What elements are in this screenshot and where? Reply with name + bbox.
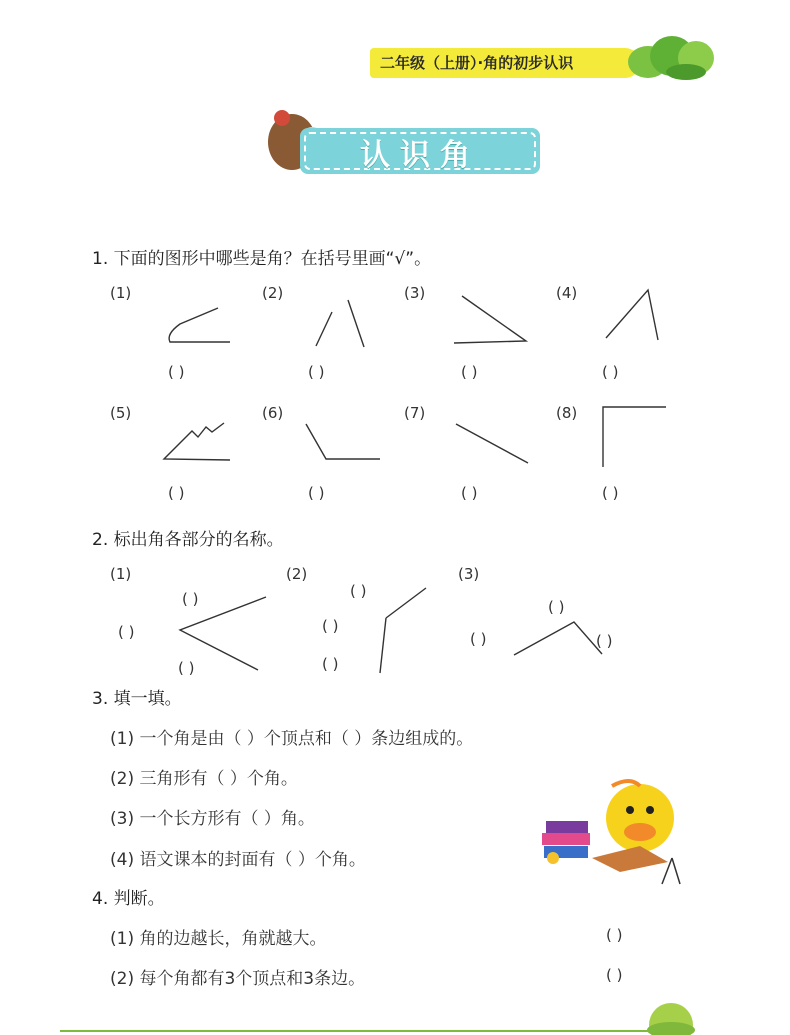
q1-shapes — [164, 290, 666, 467]
header-title: 二年级（上册）·角的初步认识 — [380, 54, 574, 72]
shape-3 — [454, 296, 526, 343]
q1-label-2: (2) — [262, 284, 284, 302]
q1-label-4: (4) — [556, 284, 578, 302]
q2-blank-3a[interactable]: ( ) — [548, 598, 565, 616]
q1-answer-5[interactable]: ( ) — [168, 484, 185, 502]
q4-answer-2[interactable]: ( ) — [606, 966, 623, 984]
tree-icon — [628, 36, 714, 80]
q1-answer-3[interactable]: ( ) — [461, 363, 478, 381]
books-icon — [542, 821, 590, 864]
shape-1 — [169, 308, 230, 342]
question-4-title: 4. 判断。 — [92, 889, 165, 909]
angle-3 — [514, 622, 602, 655]
shape-7 — [456, 424, 528, 463]
q1-answer-6[interactable]: ( ) — [308, 484, 325, 502]
shape-6 — [306, 424, 380, 459]
section-title: 认识角 — [360, 138, 480, 173]
q2-label-2: (2) — [286, 565, 308, 583]
q1-label-7: (7) — [404, 404, 426, 422]
q1-label-6: (6) — [262, 404, 284, 422]
q2-blank-1a[interactable]: ( ) — [182, 590, 199, 608]
q3-item-2: (2) 三角形有（ ）个角。 — [110, 769, 298, 789]
footer-divider — [60, 1030, 660, 1032]
q4-item-2: (2) 每个角都有3个顶点和3条边。 — [110, 969, 366, 989]
q1-answer-1[interactable]: ( ) — [168, 363, 185, 381]
q2-blank-3b[interactable]: ( ) — [470, 630, 487, 648]
question-3-title: 3. 填一填。 — [92, 689, 182, 709]
q2-shapes — [180, 588, 602, 673]
q2-blank-2b[interactable]: ( ) — [322, 617, 339, 635]
q2-blank-2c[interactable]: ( ) — [322, 655, 339, 673]
q1-label-1: (1) — [110, 284, 132, 302]
angle-2 — [380, 588, 426, 673]
shape-8 — [603, 407, 666, 467]
q1-label-5: (5) — [110, 404, 132, 422]
question-2-title: 2. 标出角各部分的名称。 — [92, 530, 284, 550]
q1-answer-7[interactable]: ( ) — [461, 484, 478, 502]
q4-item-1: (1) 角的边越长，角就越大。 — [110, 929, 327, 949]
question-1-title: 1. 下面的图形中哪些是角？在括号里画“√”。 — [92, 249, 432, 269]
q3-item-3: (3) 一个长方形有（ ）角。 — [110, 809, 315, 829]
shape-5 — [164, 423, 230, 460]
q1-answer-2[interactable]: ( ) — [308, 363, 325, 381]
q2-blank-2a[interactable]: ( ) — [350, 582, 367, 600]
q4-answer-1[interactable]: ( ) — [606, 926, 623, 944]
q2-blank-1c[interactable]: ( ) — [178, 659, 195, 677]
shape-4 — [606, 290, 658, 340]
q1-answer-8[interactable]: ( ) — [602, 484, 619, 502]
q1-label-3: (3) — [404, 284, 426, 302]
q2-blank-3c[interactable]: ( ) — [596, 632, 613, 650]
q2-blank-1b[interactable]: ( ) — [118, 623, 135, 641]
q1-label-8: (8) — [556, 404, 578, 422]
duck-icon — [592, 781, 674, 872]
q2-label-1: (1) — [110, 565, 132, 583]
q1-answer-4[interactable]: ( ) — [602, 363, 619, 381]
shape-2 — [316, 300, 364, 347]
q3-item-4: (4) 语文课本的封面有（ ）个角。 — [110, 850, 366, 870]
q2-label-3: (3) — [458, 565, 480, 583]
q3-item-1: (1) 一个角是由（ ）个顶点和（ ）条边组成的。 — [110, 729, 474, 749]
